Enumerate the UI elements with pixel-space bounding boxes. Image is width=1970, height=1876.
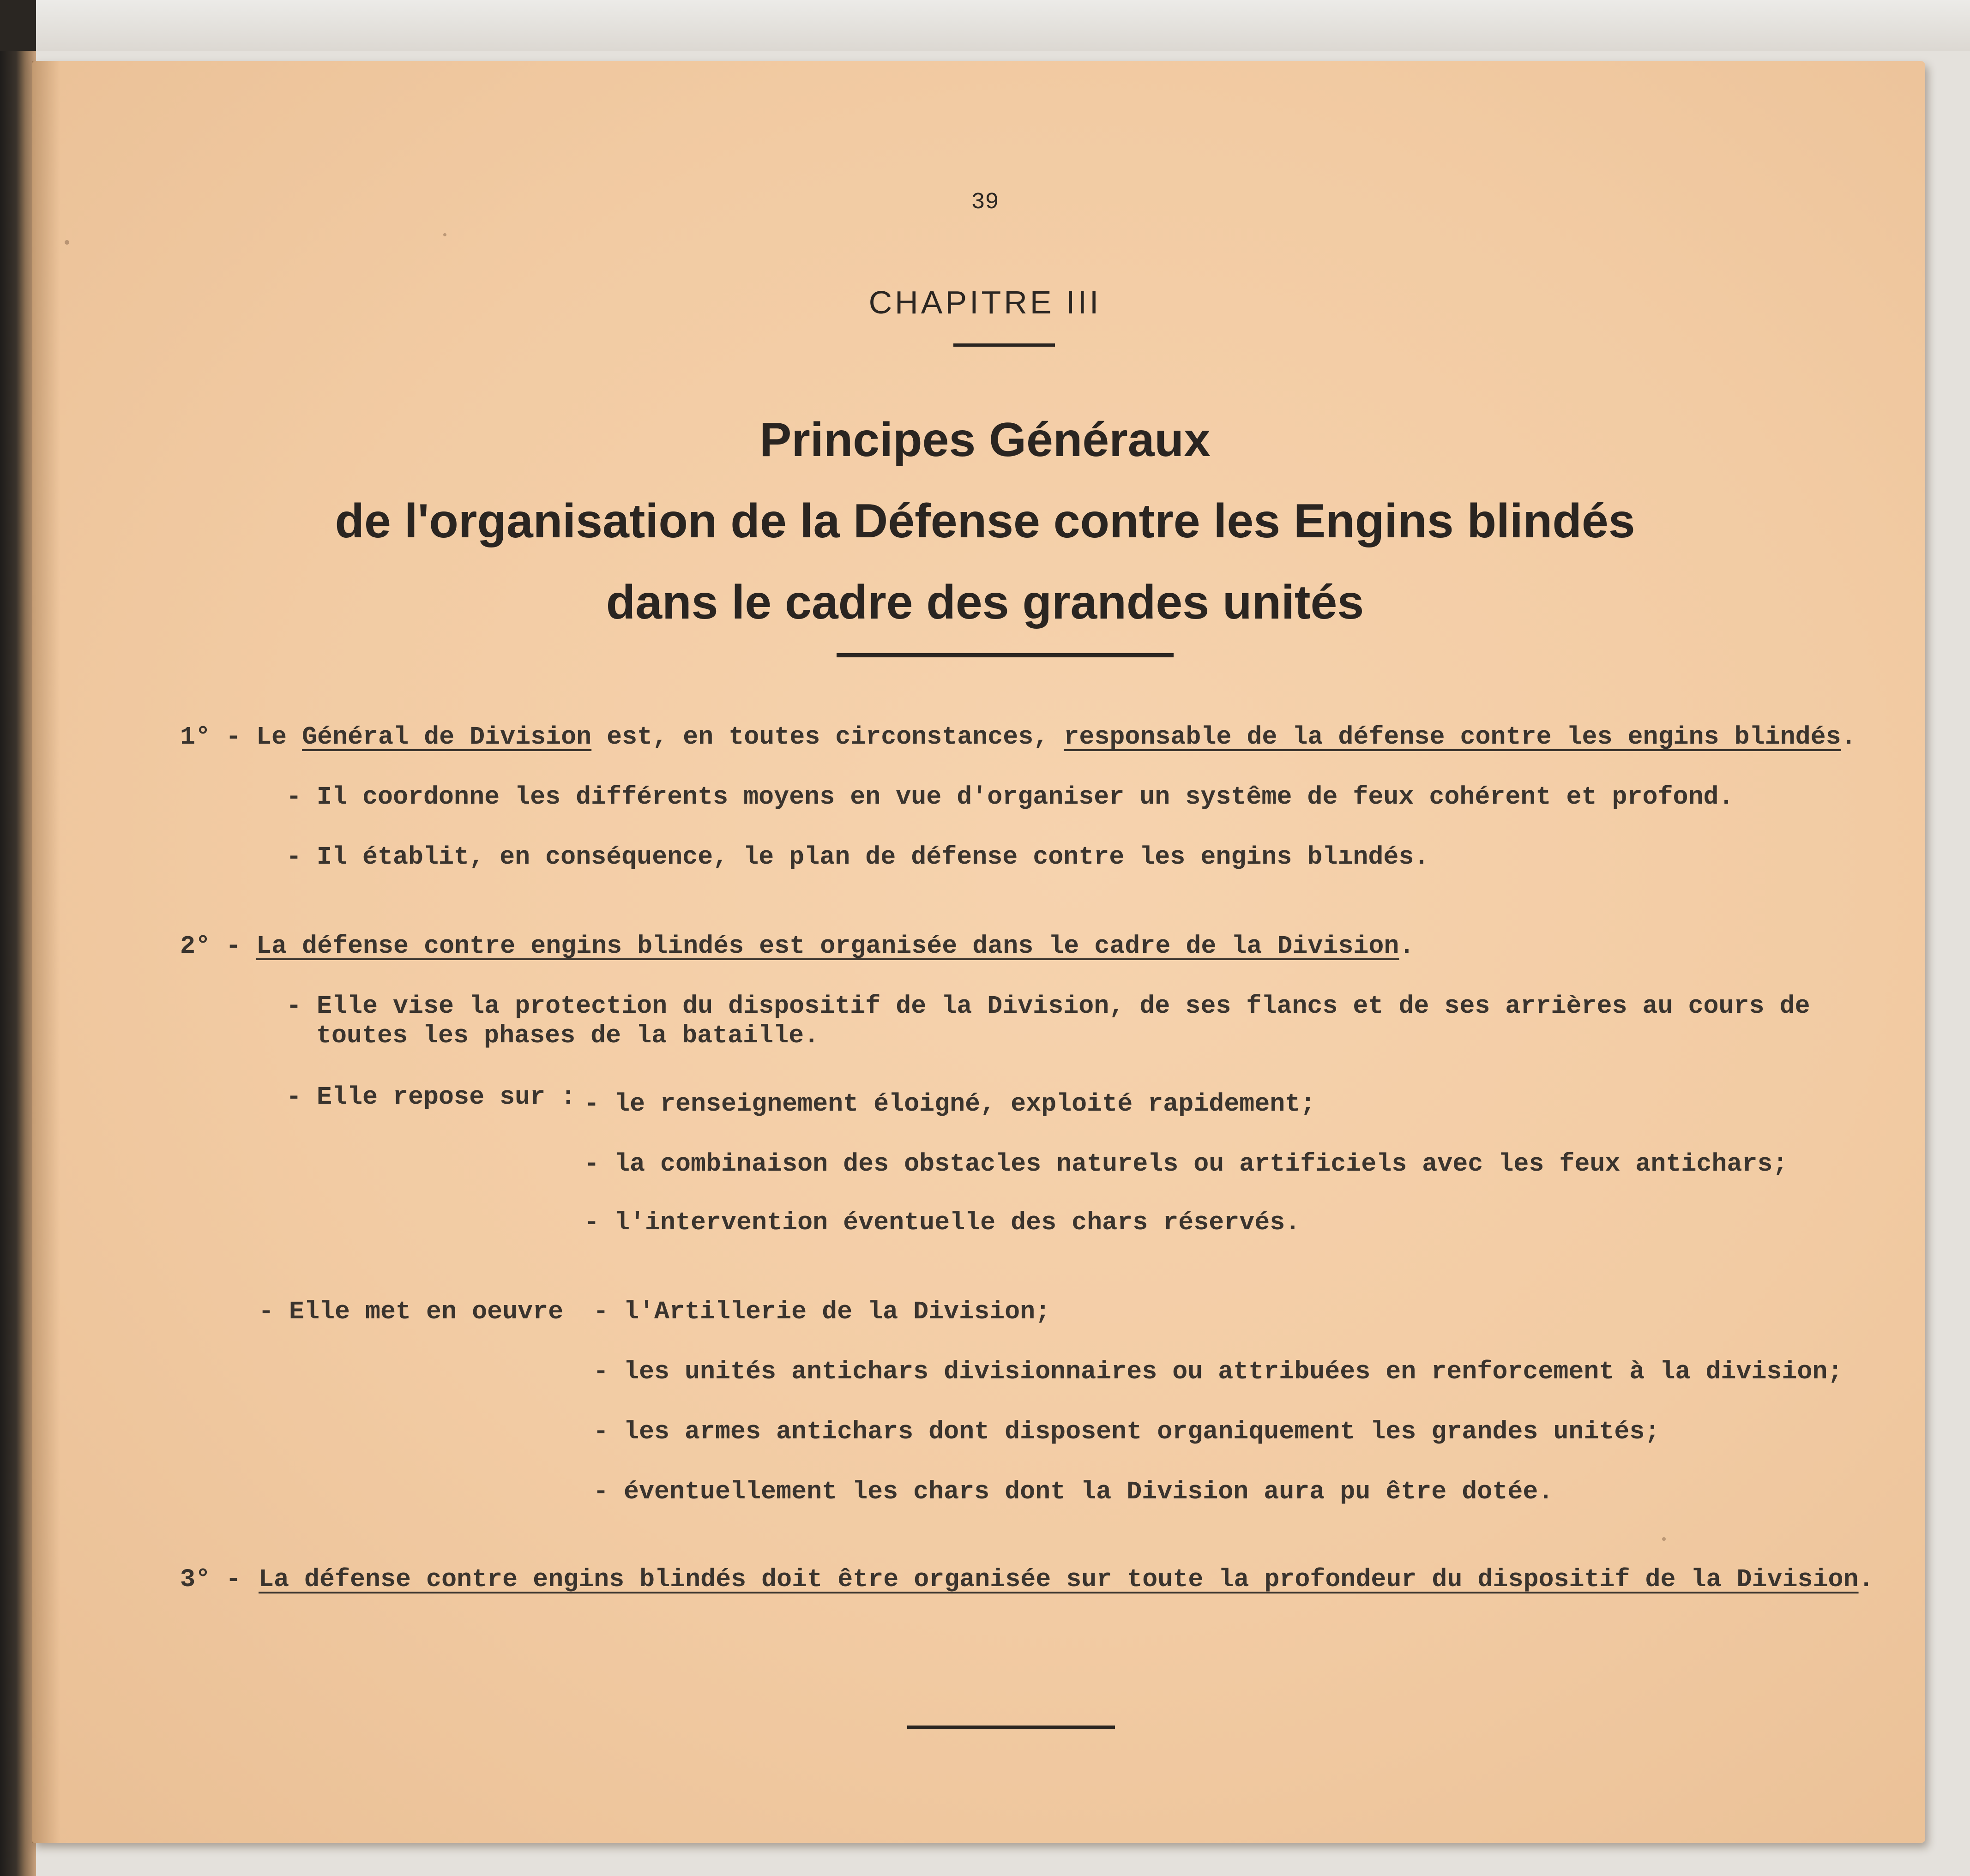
title-line-2: de l'organisation de la Défense contre les Engins blindés (335, 494, 1635, 548)
section-1-statement (256, 722, 1856, 752)
paper-speck (65, 240, 69, 245)
section-2-oeuvre-item-2: - les unités antichars divisionnaires ou attribuées en renforcement à la division; (593, 1357, 1843, 1386)
title-divider (837, 653, 1174, 657)
chapter-label: CHAPITRE III (868, 284, 1102, 320)
section-2-heading-period: . (1399, 932, 1415, 961)
section-1-number: 1° - (180, 722, 241, 752)
section-1-bullet-2: - Il établit, en conséquence, le plan de défense contre les engins blındés. (286, 842, 1429, 872)
section-3-heading-period: . (1858, 1565, 1874, 1594)
section-2-vise-line-1: - Elle vise la protection du dispositif de la Division, de ses flancs et de ses arrières au cours de (286, 992, 1810, 1021)
section-3-heading-text: La défense contre engins blindés doit être organisée sur toute la profondeur du dispositif de la Division (259, 1565, 1859, 1594)
scanner-background (0, 0, 1970, 51)
section-2-vise-line-2: toutes les phases de la bataille. (316, 1021, 819, 1050)
section-2-oeuvre-label: - Elle met en oeuvre (259, 1297, 564, 1326)
page-gutter-shadow (32, 61, 60, 1843)
section-1-period: . (1841, 722, 1856, 752)
section-1-text-a: Le (256, 722, 302, 752)
section-1-underlined-b: responsable de la défense contre les engins blindés (1064, 722, 1841, 752)
title-line-1: Principes Généraux (759, 413, 1211, 467)
section-2-repose-item-2: - la combinaison des obstacles naturels ou artificiels avec les feux antichars; (584, 1149, 1788, 1179)
section-2-heading (256, 932, 1414, 961)
section-2-repose-item-1: - le renseignement éloigné, exploité rapidement; (584, 1089, 1316, 1118)
book-spine (0, 0, 36, 1876)
section-2-number: 2° - (180, 932, 241, 961)
book-spine-top (0, 0, 36, 51)
paper-speck (1662, 1537, 1666, 1541)
section-2-repose-label: - Elle repose sur : (286, 1082, 576, 1112)
page-title (0, 399, 1970, 643)
end-divider (907, 1726, 1115, 1729)
section-2-oeuvre-item-1: - l'Artillerie de la Division; (593, 1297, 1051, 1326)
section-3-heading (259, 1565, 1874, 1594)
section-1-underlined-a: Général de Division (302, 722, 592, 752)
section-2-oeuvre-item-3: - les armes antichars dont disposent organiquement les grandes unités; (593, 1417, 1660, 1446)
chapter-divider (953, 343, 1055, 347)
section-2-repose-item-3: - l'intervention éventuelle des chars réservés. (584, 1208, 1301, 1237)
section-1-bullet-1: - Il coordonne les différents moyens en vue d'organiser un systême de feux cohérent et profond. (286, 782, 1734, 812)
title-line-3: dans le cadre des grandes unités (606, 576, 1364, 629)
paper-speck (443, 233, 446, 236)
section-2-oeuvre-item-4: - éventuellement les chars dont la Division aura pu être dotée. (593, 1477, 1554, 1506)
section-3-number: 3° - (180, 1565, 241, 1594)
page-number: 39 (971, 189, 999, 216)
section-2-heading-text: La défense contre engins blindés est organisée dans le cadre de la Division (256, 932, 1399, 961)
section-1-text-b: est, en toutes circonstances, (591, 722, 1064, 752)
